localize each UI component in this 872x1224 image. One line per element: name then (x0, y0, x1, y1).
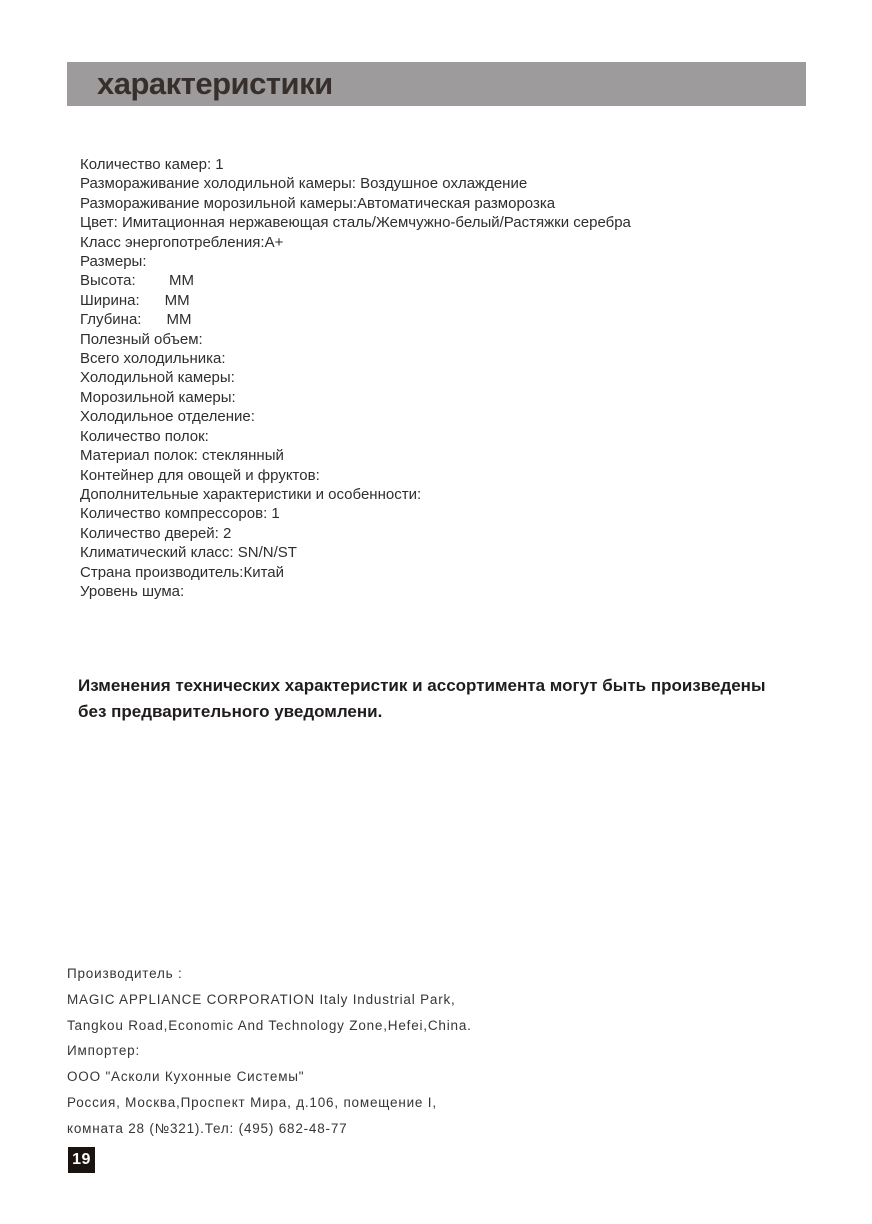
spec-line: Дополнительные характеристики и особенности: (80, 485, 422, 503)
footer-line: комната 28 (№321).Тел: (495) 682-48-77 (67, 1120, 348, 1136)
change-notice (78, 673, 838, 725)
spec-line: Цвет: Имитационная нержавеющая сталь/Жемчужно-белый/Растяжки серебра (80, 214, 631, 232)
spec-line: Холодильной камеры: (80, 369, 235, 387)
page-number-badge: 19 (68, 1147, 95, 1173)
footer-line: Производитель : (67, 966, 183, 981)
spec-line: Страна производитель:Китай (80, 563, 285, 581)
footer-line: Россия, Москва,Проспект Мира, д.106, помещение I, (67, 1094, 437, 1110)
spec-line: Класс энергопотребления:A+ (80, 233, 284, 251)
spec-line: Холодильное отделение: (80, 408, 255, 426)
spec-line: Количество дверей: 2 (80, 524, 232, 542)
spec-line: Количество полок: (80, 427, 209, 445)
manufacturer-info (67, 961, 627, 1142)
spec-line: Полезный объем: (80, 330, 203, 348)
spec-line: Глубина: ММ (80, 311, 192, 329)
section-header-bar (67, 62, 806, 106)
spec-line: Количество компрессоров: 1 (80, 505, 280, 523)
footer-line: Импортер: (67, 1043, 141, 1059)
spec-line: Уровень шума: (80, 582, 185, 600)
spec-line: Морозильной камеры: (80, 388, 236, 406)
spec-line: Всего холодильника: (80, 350, 226, 368)
spec-line: Материал полок: стеклянный (80, 447, 284, 465)
footer-line: ООО "Асколи Кухонные Системы" (67, 1069, 305, 1085)
page-title: характеристики (97, 66, 333, 101)
footer-line: Tangkou Road,Economic And Technology Zone,Hefei,China. (67, 1017, 472, 1033)
spec-line: Количество камер: 1 (80, 156, 224, 173)
spec-line: Размораживание морозильной камеры:Автоматическая разморозка (80, 194, 556, 212)
spec-list (80, 155, 800, 601)
spec-line: Высота: ММ (80, 272, 195, 290)
spec-line: Климатический класс: SN/N/ST (80, 544, 297, 562)
spec-line: Размораживание холодильной камеры: Воздушное охлаждение (80, 175, 528, 193)
spec-line: Размеры: (80, 253, 147, 271)
spec-line: Контейнер для овощей и фруктов: (80, 466, 320, 484)
footer-line: MAGIC APPLIANCE CORPORATION Italy Industrial Park, (67, 991, 456, 1007)
change-notice-line-1: Изменения технических характеристик и ассортимента могут быть произведены (78, 676, 766, 695)
spec-line: Ширина: ММ (80, 291, 190, 309)
change-notice-line-2: без предварительного уведомлени. (78, 702, 383, 721)
